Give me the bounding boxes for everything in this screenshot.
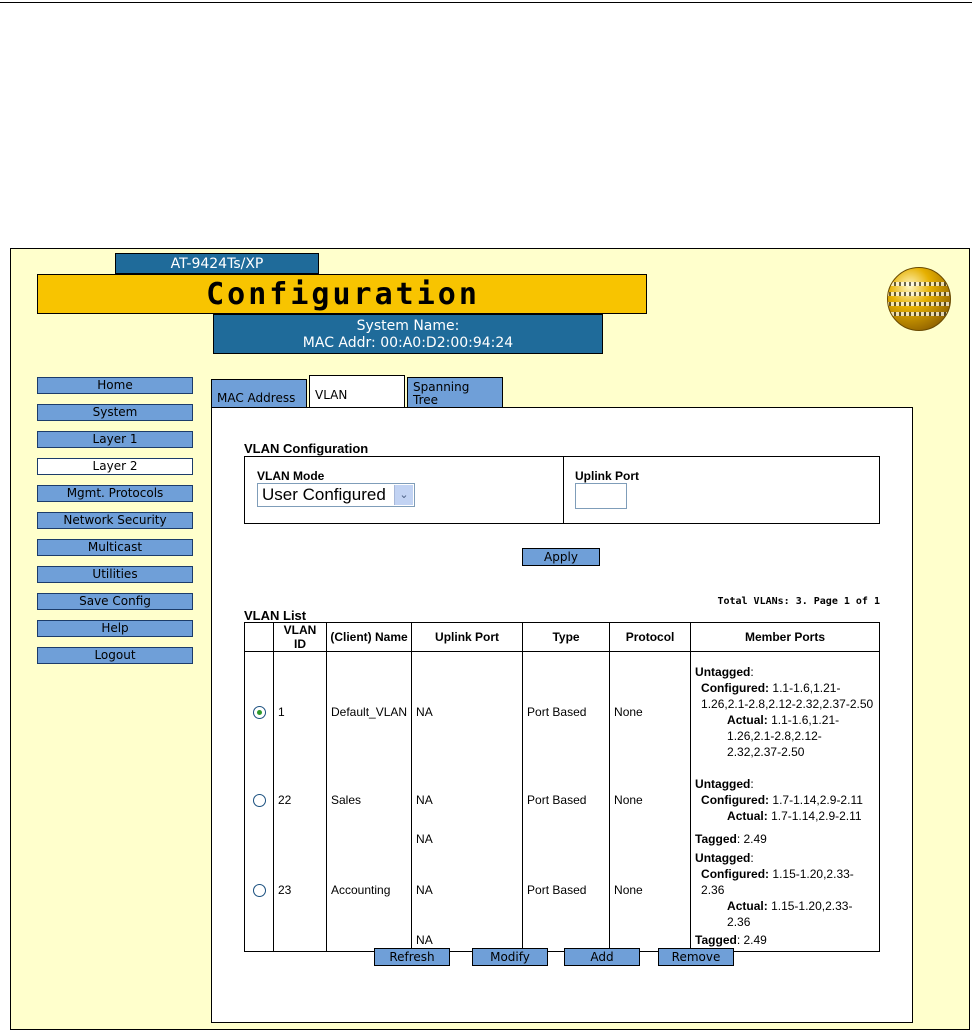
- vlan-protocol: None: [610, 772, 691, 828]
- col-member-ports: Member Ports: [691, 623, 880, 652]
- tab-bar: [211, 375, 521, 407]
- vlan-table: [244, 622, 880, 952]
- table-row: [245, 652, 880, 772]
- nav-system-button[interactable]: System: [37, 404, 193, 421]
- system-name: System Name:: [356, 318, 460, 334]
- vlan-uplink: NA: [412, 772, 523, 828]
- model-label: AT-9424Ts/XP: [115, 253, 319, 274]
- vlan-type: Port Based: [523, 652, 610, 772]
- vlan-name: Sales: [327, 772, 412, 828]
- nav-layer2-button[interactable]: Layer 2: [37, 458, 193, 475]
- vlan-protocol: None: [610, 850, 691, 930]
- remove-button[interactable]: Remove: [658, 948, 734, 966]
- vlan-type: Port Based: [523, 850, 610, 930]
- tagged-ports-cell: Tagged: 2.49: [691, 930, 880, 952]
- untagged-label: Untagged: [695, 776, 751, 791]
- untagged-label: Untagged: [695, 664, 751, 679]
- row-select-radio[interactable]: [253, 794, 266, 807]
- nav-layer1-button[interactable]: Layer 1: [37, 431, 193, 448]
- vlan-id: 22: [274, 772, 327, 828]
- vlan-uplink: NA: [412, 850, 523, 930]
- configured-ports: 1.7-1.14,2.9-2.11: [772, 792, 863, 807]
- table-row-tagged: [245, 930, 880, 952]
- globe-logo-icon: [887, 267, 951, 331]
- untagged-label: Untagged: [695, 850, 751, 865]
- tab-spanning-tree-line1: Spanning: [413, 380, 470, 394]
- configured-ports: 1.1-1.6,1.21-1.26,2.1-2.8,2.12-2.32,2.37-2.50: [701, 680, 874, 711]
- col-uplink-port: Uplink Port: [412, 623, 523, 652]
- row-select-radio[interactable]: [253, 706, 266, 719]
- tagged-uplink: NA: [412, 930, 523, 952]
- mac-address: MAC Addr: 00:A0:D2:00:94:24: [302, 335, 514, 351]
- tagged-label: Tagged: [695, 831, 737, 846]
- tab-mac-address[interactable]: MAC Address: [211, 379, 307, 407]
- vlan-list-title: VLAN List: [244, 608, 307, 623]
- modify-button[interactable]: Modify: [472, 948, 548, 966]
- vlan-protocol: None: [610, 652, 691, 772]
- title-bar: [37, 274, 647, 314]
- configured-ports: 1.15-1.20,2.33-2.36: [701, 866, 854, 897]
- actual-ports: 1.15-1.20,2.33-2.36: [727, 898, 853, 929]
- table-row-tagged: [245, 828, 880, 850]
- vlan-panel: [211, 407, 913, 1023]
- actual-label: Actual:: [727, 898, 768, 913]
- member-ports: Untagged: Configured: 1.15-1.20,2.33-2.36 Actual: 1.15-1.20,2.33-2.36: [691, 850, 880, 930]
- sidebar-nav: [37, 377, 193, 674]
- refresh-button[interactable]: Refresh: [374, 948, 450, 966]
- add-button[interactable]: Add: [564, 948, 640, 966]
- nav-mgmt-protocols-button[interactable]: Mgmt. Protocols: [37, 485, 193, 502]
- vlan-type: Port Based: [523, 772, 610, 828]
- vlan-config-title: VLAN Configuration: [244, 441, 369, 456]
- total-vlans: Total VLANs: 3. Page 1 of 1: [717, 596, 880, 607]
- col-name: (Client) Name: [327, 623, 412, 652]
- vlan-name: Accounting: [327, 850, 412, 930]
- page-title: Configuration: [206, 277, 480, 312]
- actual-ports: 1.1-1.6,1.21-1.26,2.1-2.8,2.12-2.32,2.37-2.50: [727, 712, 840, 759]
- nav-multicast-button[interactable]: Multicast: [37, 539, 193, 556]
- tagged-uplink: NA: [412, 828, 523, 850]
- app-frame: [10, 248, 970, 1030]
- nav-home-button[interactable]: Home: [37, 377, 193, 394]
- tagged-ports: 2.49: [743, 933, 767, 948]
- nav-save-config-button[interactable]: Save Config: [37, 593, 193, 610]
- member-ports: Untagged: Configured: 1.1-1.6,1.21-1.26,2.1-2.8,2.12-2.32,2.37-2.50 Actual: 1.1-1.6,1.21-1.26,2.1-2.8,2.12-2.32,2.37-2.50: [691, 652, 880, 772]
- chevron-down-icon[interactable]: ⌄: [394, 485, 413, 505]
- col-vlan-id: VLAN ID: [274, 623, 327, 652]
- tagged-ports-cell: Tagged: 2.49: [691, 828, 880, 850]
- col-protocol: Protocol: [610, 623, 691, 652]
- vlan-mode-select[interactable]: [257, 483, 415, 507]
- configured-label: Configured:: [701, 680, 770, 695]
- tab-spanning-tree[interactable]: [407, 377, 503, 407]
- actual-label: Actual:: [727, 808, 768, 823]
- col-type: Type: [523, 623, 610, 652]
- vlan-name: Default_VLAN: [327, 652, 412, 772]
- vlan-id: 1: [274, 652, 327, 772]
- nav-utilities-button[interactable]: Utilities: [37, 566, 193, 583]
- table-row: [245, 850, 880, 930]
- nav-network-security-button[interactable]: Network Security: [37, 512, 193, 529]
- configured-label: Configured:: [701, 792, 770, 807]
- actual-label: Actual:: [727, 712, 768, 727]
- vlan-mode-label: VLAN Mode: [257, 469, 325, 483]
- actual-ports: 1.7-1.14,2.9-2.11: [771, 808, 862, 823]
- nav-logout-button[interactable]: Logout: [37, 647, 193, 664]
- nav-help-button[interactable]: Help: [37, 620, 193, 637]
- tab-vlan[interactable]: VLAN: [309, 375, 405, 407]
- vlan-mode-value: User Configured: [262, 485, 386, 504]
- tagged-label: Tagged: [695, 933, 737, 948]
- uplink-port-input[interactable]: [575, 483, 627, 509]
- tagged-ports: 2.49: [743, 831, 767, 846]
- table-row: [245, 772, 880, 828]
- top-rule: [0, 2, 972, 3]
- tab-spanning-tree-line2: Tree: [413, 393, 439, 407]
- vlan-config-box: [244, 456, 880, 524]
- uplink-port-label: Uplink Port: [575, 469, 640, 483]
- row-select-radio[interactable]: [253, 884, 266, 897]
- vlan-id: 23: [274, 850, 327, 930]
- vlan-uplink: NA: [412, 652, 523, 772]
- configured-label: Configured:: [701, 866, 770, 881]
- member-ports: Untagged: Configured: 1.7-1.14,2.9-2.11 Actual: 1.7-1.14,2.9-2.11: [691, 772, 880, 828]
- vlan-table-header: [245, 623, 880, 652]
- col-select: [245, 623, 274, 652]
- system-info: [213, 314, 603, 354]
- apply-button[interactable]: Apply: [522, 548, 600, 566]
